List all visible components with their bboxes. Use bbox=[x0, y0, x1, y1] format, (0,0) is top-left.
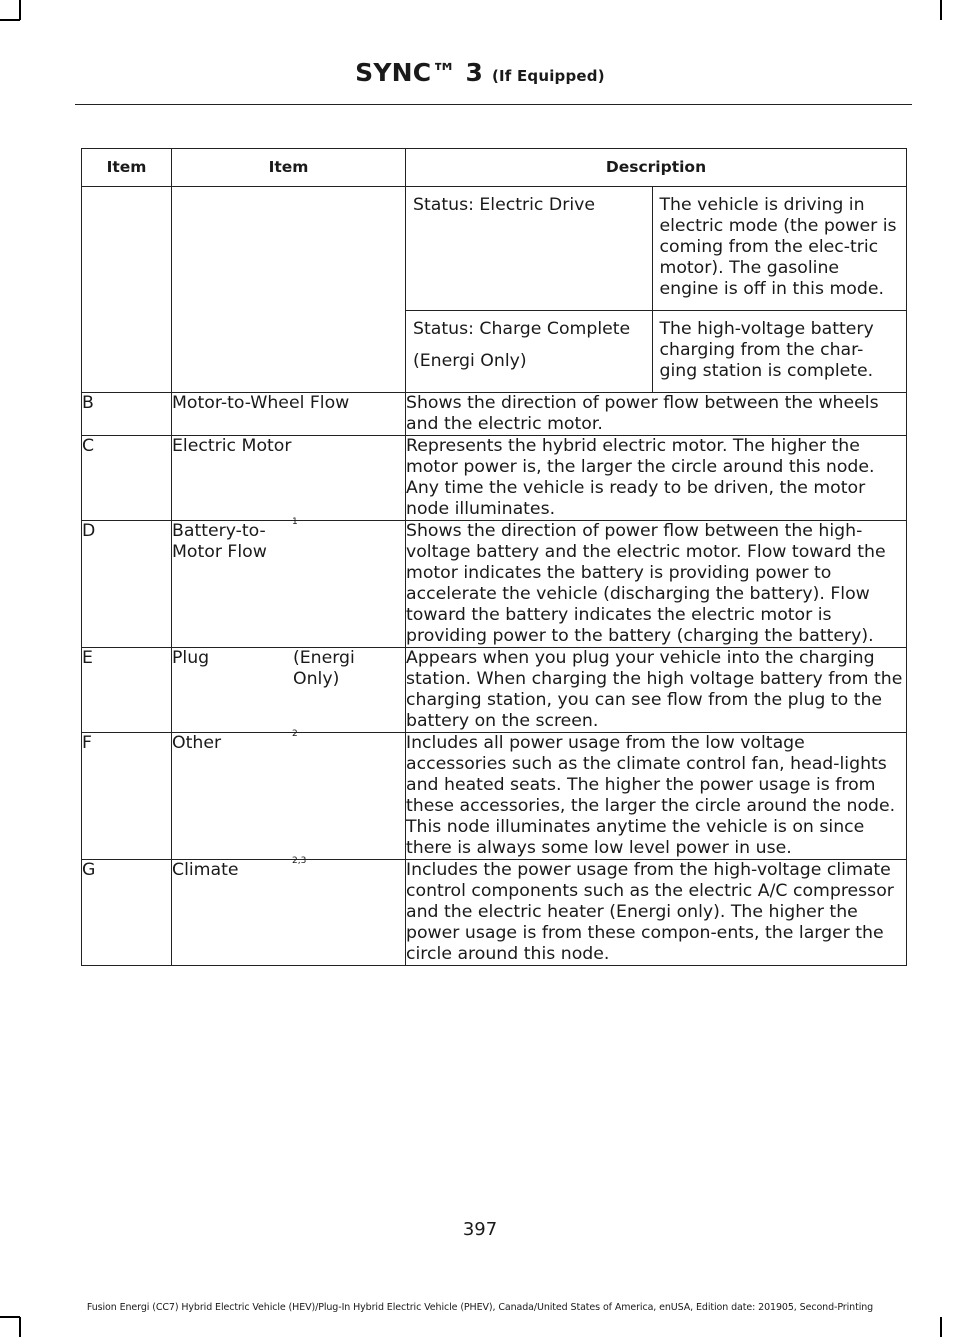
header-subtitle: (If Equipped) bbox=[491, 67, 605, 85]
item-name-cell bbox=[172, 856, 406, 966]
table-row bbox=[82, 648, 907, 733]
table-header-row bbox=[82, 149, 907, 187]
empty-letter-cell bbox=[82, 187, 172, 393]
item-letter: C bbox=[82, 436, 172, 521]
description-cell: Includes all power usage from the low voltage accessories such as the climate control fan, head-lights and heated seats. The higher the power usage is from these accessories, the larger the circle around the node. This node illuminates anytime the vehicle is on since there is always some low level power in use. bbox=[406, 733, 907, 860]
description-cell: Represents the hybrid electric motor. The higher the motor power is, the larger the circle around this node. Any time the vehicle is ready to be driven, the motor node illuminates. bbox=[406, 436, 907, 521]
status-subtable bbox=[406, 187, 906, 392]
item-name: Battery-to-Motor Flow bbox=[172, 521, 267, 562]
status-cell bbox=[406, 311, 652, 393]
crop-mark-top-left bbox=[19, 0, 21, 20]
item-name-cell bbox=[172, 393, 406, 436]
footnote-marker: 2,3 bbox=[292, 856, 307, 866]
table-row bbox=[82, 521, 907, 648]
footnote-marker: 1 bbox=[292, 517, 298, 527]
status-subtable-cell bbox=[406, 187, 907, 393]
description-cell: The high-voltage battery charging from the char-ging station is complete. bbox=[652, 311, 906, 393]
description-cell: Includes the power usage from the high-voltage climate control components such as the electric A/C compressor and the electric heater (Energi only). The higher the power usage is from these compon-ents, the larger the circle around this node. bbox=[406, 860, 907, 966]
crop-mark-bottom-left bbox=[19, 1317, 21, 1337]
item-name: Plug bbox=[172, 648, 210, 668]
item-name: Motor-to-Wheel Flow bbox=[172, 393, 350, 413]
item-name-cell bbox=[172, 517, 406, 648]
description-cell: The vehicle is driving in electric mode (the power is coming from the elec-tric motor). The gasoline engine is off in this mode. bbox=[659, 195, 897, 299]
item-letter: E bbox=[82, 648, 172, 733]
table-row bbox=[406, 187, 906, 311]
table-row bbox=[82, 436, 907, 521]
item-letter: F bbox=[82, 733, 172, 860]
column-header-description: Description bbox=[406, 149, 907, 187]
status-label: Status: Electric Drive bbox=[413, 195, 595, 215]
item-name: Climate bbox=[172, 860, 239, 880]
description-cell: Shows the direction of power flow between the high-voltage battery and the electric motor. Flow toward the motor indicates the battery is providing power to accelerate the vehicle (discharging the battery). Flow toward the battery indicates the electric motor is providing power to the battery (charging the battery). bbox=[406, 521, 907, 648]
item-name-cell bbox=[172, 436, 406, 521]
item-qualifier: (Energi Only) bbox=[293, 648, 355, 689]
page-header bbox=[0, 58, 960, 87]
document-footer: Fusion Energi (CC7) Hybrid Electric Vehicle (HEV)/Plug-In Hybrid Electric Vehicle (PHEV), Canada/United States of America, enUSA, Edition date: 201905, Second-Printing bbox=[86, 1302, 874, 1313]
header-title: SYNC™ 3 bbox=[355, 58, 484, 87]
item-name: Other bbox=[172, 733, 222, 753]
column-header-item-name: Item bbox=[172, 149, 406, 187]
item-name-cell bbox=[172, 729, 406, 860]
table-row bbox=[82, 733, 907, 860]
item-letter: G bbox=[82, 860, 172, 966]
footnote-marker: 2 bbox=[292, 729, 298, 739]
item-name-cell bbox=[172, 648, 406, 733]
description-cell: Shows the direction of power flow between the wheels and the electric motor. bbox=[406, 393, 907, 436]
table-row bbox=[82, 393, 907, 436]
header-rule bbox=[75, 104, 912, 105]
item-letter: D bbox=[82, 521, 172, 648]
crop-mark-bottom-right bbox=[940, 1317, 942, 1337]
status-label: Status: Charge Complete bbox=[413, 319, 631, 339]
table-row bbox=[82, 860, 907, 966]
crop-mark-top-left-h bbox=[0, 19, 20, 21]
table-row-status bbox=[82, 187, 907, 393]
crop-mark-bottom-left-h bbox=[0, 1316, 20, 1318]
status-qualifier: (Energi Only) bbox=[413, 351, 527, 371]
table-row bbox=[406, 311, 906, 393]
page-number: 397 bbox=[462, 1219, 498, 1240]
status-cell bbox=[406, 187, 652, 311]
item-name: Electric Motor bbox=[172, 436, 292, 456]
empty-name-cell bbox=[172, 187, 406, 393]
power-flow-table bbox=[81, 148, 907, 966]
crop-mark-top-right bbox=[940, 0, 942, 20]
item-letter: B bbox=[82, 393, 172, 436]
description-cell: Appears when you plug your vehicle into the charging station. When charging the high voltage battery from the charging station, you can see flow from the plug to the battery on the screen. bbox=[406, 648, 907, 733]
column-header-item: Item bbox=[82, 149, 172, 187]
